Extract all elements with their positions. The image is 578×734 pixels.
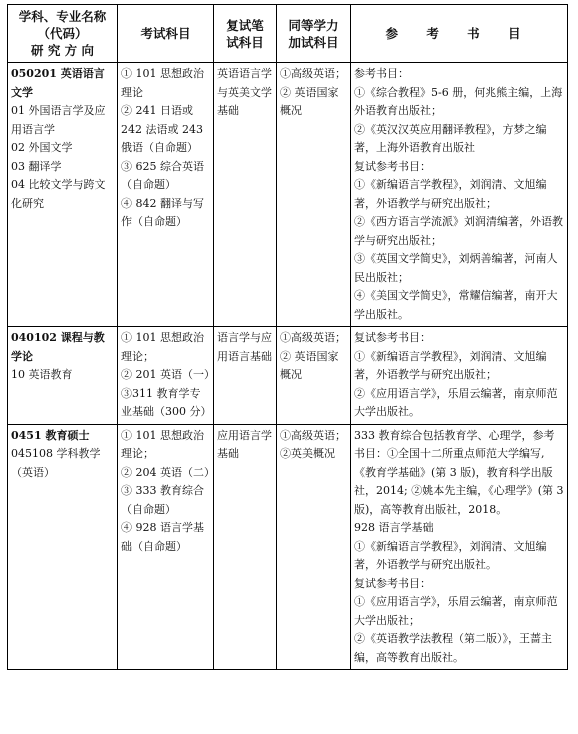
equiv-item: ①高级英语；: [280, 428, 346, 442]
header-equiv: 同等学力 加试科目: [277, 5, 351, 63]
header-major: 学科、专业名称 （代码） 研 究 方 向: [8, 5, 118, 63]
ref-item: ②《西方语言学流派》刘润清编著，外语教学与研究出版社；: [354, 215, 563, 247]
retest-cell: 语言学与应用语言基础: [214, 327, 277, 425]
ref-item: ②《应用语言学》，乐眉云编著，南京师范大学出版社。: [354, 386, 558, 418]
equiv-item: ② 英语国家概况: [280, 349, 339, 381]
direction-item: 02 外国文学: [11, 141, 73, 154]
exam-item: ④ 928 语言学基础（自命题）: [121, 521, 204, 553]
equiv-cell: [277, 424, 351, 670]
exam-item: ③ 333 教育综合（自命题）: [121, 484, 204, 516]
direction-item: 03 翻译学: [11, 159, 62, 173]
ref-item: ①《应用语言学》，乐眉云编著，南京师范大学出版社；: [354, 595, 558, 627]
major-cell: [8, 63, 118, 327]
equiv-item: ①高级英语；: [280, 331, 346, 344]
retest-cell: 应用语言学基础: [214, 424, 277, 670]
equiv-cell: [277, 63, 351, 327]
equiv-item: ②英美概况: [280, 447, 335, 460]
table-row: [8, 424, 568, 670]
major-code: 050201 英语语言文学: [11, 67, 105, 99]
exam-item: ② 201 英语（一）: [121, 368, 215, 381]
ref-item: 333 教育综合包括教育学、心理学，参考书目：①全国十二所重点师范大学编写,《教育学基础》(第 3 版)，教育科学出版社，2014; ②姚本先主编，《心理学》(第 3 版)，高等教育出版社，2018。: [354, 428, 564, 516]
equiv-item: ② 英语国家概况: [280, 85, 339, 117]
ref-item: ①《新编语言学教程》，刘润清、文旭编著，外语教学与研究出版社。: [354, 539, 547, 571]
admission-table: [7, 4, 568, 670]
ref-item: ①《综合教程》5-6 册，何兆熊主编，上海外语教育出版社；: [354, 85, 563, 117]
ref-item: 参考书目：: [354, 67, 409, 80]
header-refs: 参 考 书 目: [351, 5, 568, 63]
direction-item: 10 英语教育: [11, 368, 73, 381]
header-row: [8, 5, 568, 63]
exam-item: ① 101 思想政治理论: [121, 67, 204, 99]
ref-item: ①《新编语言学教程》，刘润清、文旭编著，外语教学与研究出版社；: [354, 349, 547, 381]
major-code: 0451 教育硕士: [11, 428, 90, 442]
ref-item: ③《英国文学简史》，刘炳善编著，河南人民出版社；: [354, 252, 558, 284]
exam-item: ① 101 思想政治理论；: [121, 331, 204, 363]
ref-item: ②《英语教学法教程（第二版）》，王蔷主编，高等教育出版社。: [354, 632, 552, 664]
header-exam: 考试科目: [118, 5, 214, 63]
direction-item: 04 比较文学与跨文化研究: [11, 178, 106, 210]
equiv-item: ①高级英语；: [280, 67, 346, 80]
table-row: [8, 327, 568, 425]
ref-item: 复试参考书目：: [354, 331, 431, 344]
major-cell: [8, 327, 118, 425]
direction-item: 045108 学科教学（英语）: [11, 447, 101, 479]
major-code: 040102 课程与教学论: [11, 331, 105, 363]
major-cell: [8, 424, 118, 670]
exam-cell: [118, 63, 214, 327]
ref-item: ④《美国文学简史》，常耀信编著，南开大学出版社。: [354, 289, 558, 321]
refs-cell: [351, 327, 568, 425]
refs-cell: [351, 63, 568, 327]
ref-item: 复试参考书目：: [354, 576, 431, 590]
ref-item: ①《新编语言学教程》，刘润清、文旭编著，外语教学与研究出版社；: [354, 178, 547, 210]
refs-cell: [351, 424, 568, 670]
exam-item: ② 241 日语或 242 法语或 243 俄语（自命题）: [121, 104, 203, 154]
exam-item: ① 101 思想政治理论；: [121, 428, 204, 460]
retest-cell: 英语语言学与英美文学基础: [214, 63, 277, 327]
ref-item: 复试参考书目：: [354, 159, 431, 173]
header-retest: 复试笔 试科目: [214, 5, 277, 63]
direction-item: 01 外国语言学及应用语言学: [11, 104, 106, 136]
table-row: [8, 63, 568, 327]
ref-item: ②《英汉汉英应用翻译教程》，方梦之编著，上海外语教育出版社: [354, 122, 547, 154]
exam-cell: [118, 327, 214, 425]
exam-item: ② 204 英语（二）: [121, 465, 215, 479]
exam-item: ③311 教育学专业基础（300 分）: [121, 386, 212, 418]
exam-cell: [118, 424, 214, 670]
equiv-cell: [277, 327, 351, 425]
exam-item: ③ 625 综合英语（自命题）: [121, 159, 204, 191]
ref-item: 928 语言学基础: [354, 521, 434, 534]
exam-item: ④ 842 翻译与写作（自命题）: [121, 196, 204, 228]
